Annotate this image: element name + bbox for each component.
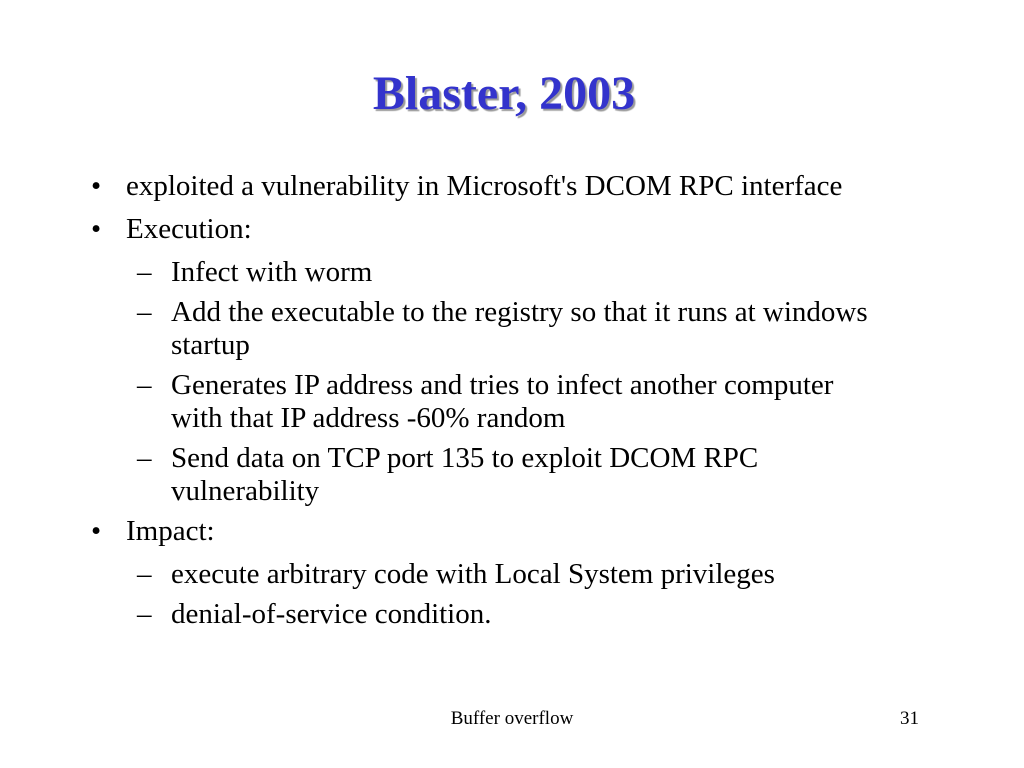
bullet-marker: • bbox=[91, 170, 102, 202]
bullet-item bbox=[0, 515, 886, 548]
footer-title: Buffer overflow bbox=[450, 708, 574, 729]
sub-bullet-item bbox=[0, 598, 886, 631]
sub-bullet-item bbox=[0, 558, 886, 591]
slide-title: Blaster, 2003 bbox=[372, 67, 636, 120]
sub-bullet-text: Generates IP address and tries to infect another computer with that IP address -60% random bbox=[171, 369, 834, 434]
bullet-item bbox=[0, 213, 886, 246]
page-number: 31 bbox=[900, 708, 919, 729]
sub-bullet-item bbox=[0, 256, 886, 289]
dash-marker: – bbox=[137, 296, 152, 328]
sub-bullet-item bbox=[0, 442, 886, 508]
sub-bullet-text: Send data on TCP port 135 to exploit DCOM RPC vulnerability bbox=[171, 442, 759, 507]
bullet-text: Execution: bbox=[126, 213, 252, 245]
sub-bullet-text: denial-of-service condition. bbox=[171, 598, 492, 630]
bullet-item bbox=[0, 170, 886, 203]
dash-marker: – bbox=[137, 558, 152, 590]
bullet-text: Impact: bbox=[126, 515, 215, 547]
dash-marker: – bbox=[137, 256, 152, 288]
dash-marker: – bbox=[137, 442, 152, 474]
bullet-text: exploited a vulnerability in Microsoft's DCOM RPC interface bbox=[126, 170, 843, 202]
slide-body bbox=[0, 170, 1024, 638]
sub-bullet-text: execute arbitrary code with Local System privileges bbox=[171, 558, 775, 590]
bullet-marker: • bbox=[91, 213, 102, 245]
bullet-marker: • bbox=[91, 515, 102, 547]
sub-bullet-text: Infect with worm bbox=[171, 256, 373, 288]
sub-bullet-item bbox=[0, 369, 886, 435]
dash-marker: – bbox=[137, 369, 152, 401]
sub-bullet-text: Add the executable to the registry so that it runs at windows startup bbox=[171, 296, 868, 361]
dash-marker: – bbox=[137, 598, 152, 630]
sub-bullet-item bbox=[0, 296, 886, 362]
